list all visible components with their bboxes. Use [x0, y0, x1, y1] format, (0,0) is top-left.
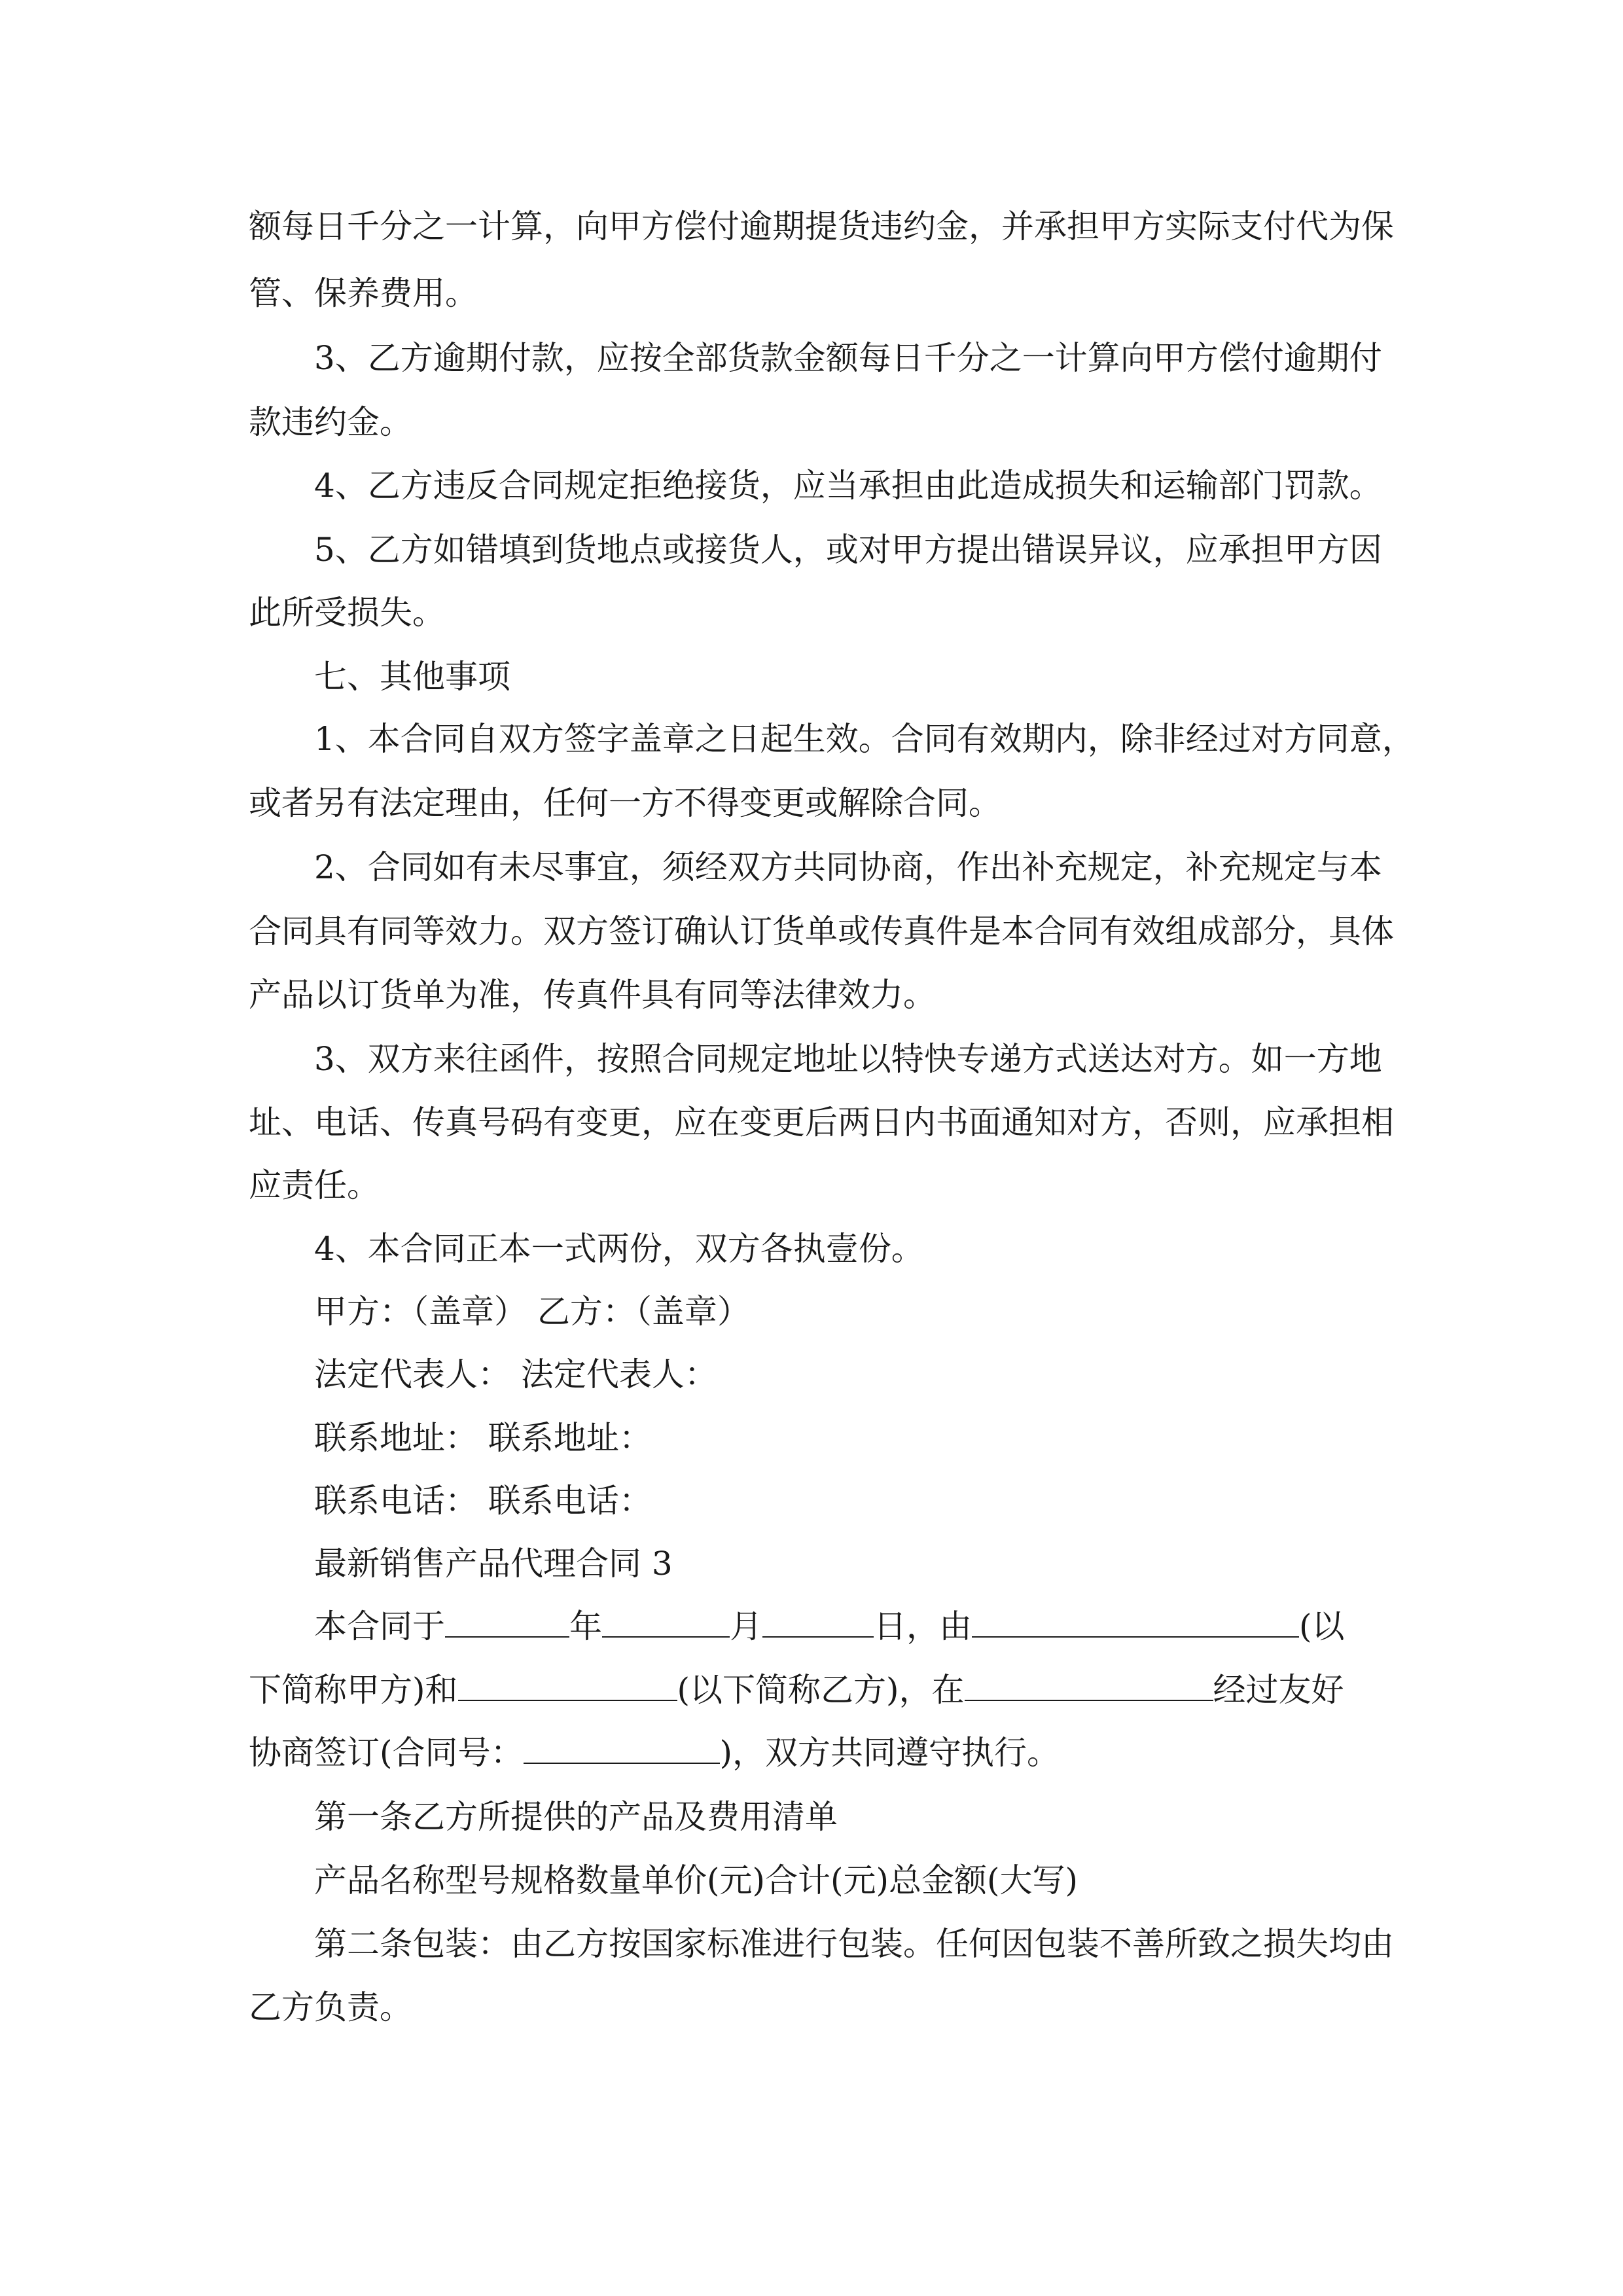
text-line: 址、电话、传真号码有变更，应在变更后两日内书面通知对方，否则，应承担相 — [249, 1103, 1394, 1141]
text-line: 4、本合同正本一式两份，双方各执壹份。 — [314, 1230, 924, 1268]
text-line: 款违约金。 — [249, 403, 412, 441]
blank-contract-number — [524, 1734, 720, 1764]
text-line: 2、合同如有未尽事宜，须经双方共同协商，作出补充规定，补充规定与本 — [314, 848, 1382, 886]
fill-in-line — [314, 1607, 1345, 1646]
text-line: 额每日千分之一计算，向甲方偿付逾期提货违约金，并承担甲方实际支付代为保 — [249, 207, 1394, 245]
fill-text: 日，由 — [874, 1607, 972, 1645]
text-line: 4、乙方违反合同规定拒绝接货，应当承担由此造成损失和运输部门罚款。 — [314, 467, 1382, 505]
text-line: 5、乙方如错填到货地点或接货人，或对甲方提出错误异议，应承担甲方因 — [314, 531, 1382, 569]
text-line: 3、乙方逾期付款，应按全部货款金额每日千分之一计算向甲方偿付逾期付 — [314, 339, 1382, 377]
fill-text: 月 — [730, 1607, 762, 1645]
fill-text: )，双方共同遵守执行。 — [719, 1734, 1060, 1772]
text-line: 产品以订货单为准，传真件具有同等法律效力。 — [249, 976, 936, 1014]
signature-address-line: 联系地址： 联系地址： — [314, 1419, 652, 1457]
text-line: 3、双方来往函件，按照合同规定地址以特快专递方式送达对方。如一方地 — [314, 1040, 1382, 1078]
text-line: 1、本合同自双方签字盖章之日起生效。合同有效期内，除非经过对方同意， — [314, 720, 1415, 758]
text-line: 应责任。 — [249, 1166, 380, 1204]
text-line: 第一条乙方所提供的产品及费用清单 — [314, 1798, 838, 1836]
signature-party-line: 甲方：（盖章） 乙方：（盖章） — [314, 1293, 750, 1331]
fill-text: 年 — [569, 1607, 602, 1645]
text-line: 或者另有法定理由，任何一方不得变更或解除合同。 — [249, 784, 1001, 822]
contract-title: 最新销售产品代理合同 3 — [314, 1545, 673, 1583]
signature-representative-line: 法定代表人： 法定代表人： — [314, 1355, 717, 1393]
fill-text: 协商签订(合同号： — [249, 1734, 524, 1772]
blank-party-a — [972, 1607, 1299, 1638]
blank-month — [602, 1607, 730, 1638]
text-line: 第二条包装：由乙方按国家标准进行包装。任何因包装不善所致之损失均由 — [314, 1925, 1394, 1963]
blank-year — [445, 1607, 569, 1638]
fill-text: (以 — [1299, 1607, 1345, 1645]
fill-in-line — [249, 1670, 1344, 1710]
fill-text: (以下简称乙方)，在 — [677, 1671, 965, 1709]
section-heading: 七、其他事项 — [314, 658, 510, 696]
text-line: 管、保养费用。 — [249, 274, 478, 312]
document-page — [249, 0, 1415, 2296]
fill-in-line — [249, 1733, 1060, 1772]
blank-day — [762, 1607, 874, 1638]
text-line: 此所受损失。 — [249, 594, 445, 632]
blank-location — [965, 1671, 1213, 1701]
text-line: 乙方负责。 — [249, 1988, 412, 2026]
fill-text: 经过友好 — [1213, 1671, 1344, 1709]
text-line: 合同具有同等效力。双方签订确认订货单或传真件是本合同有效组成部分，具体 — [249, 912, 1394, 950]
text-line: 产品名称型号规格数量单价(元)合计(元)总金额(大写) — [314, 1861, 1079, 1899]
fill-text: 本合同于 — [314, 1607, 445, 1645]
blank-party-b — [458, 1671, 677, 1701]
signature-phone-line: 联系电话： 联系电话： — [314, 1482, 652, 1520]
fill-text: 下简称甲方)和 — [249, 1671, 458, 1709]
